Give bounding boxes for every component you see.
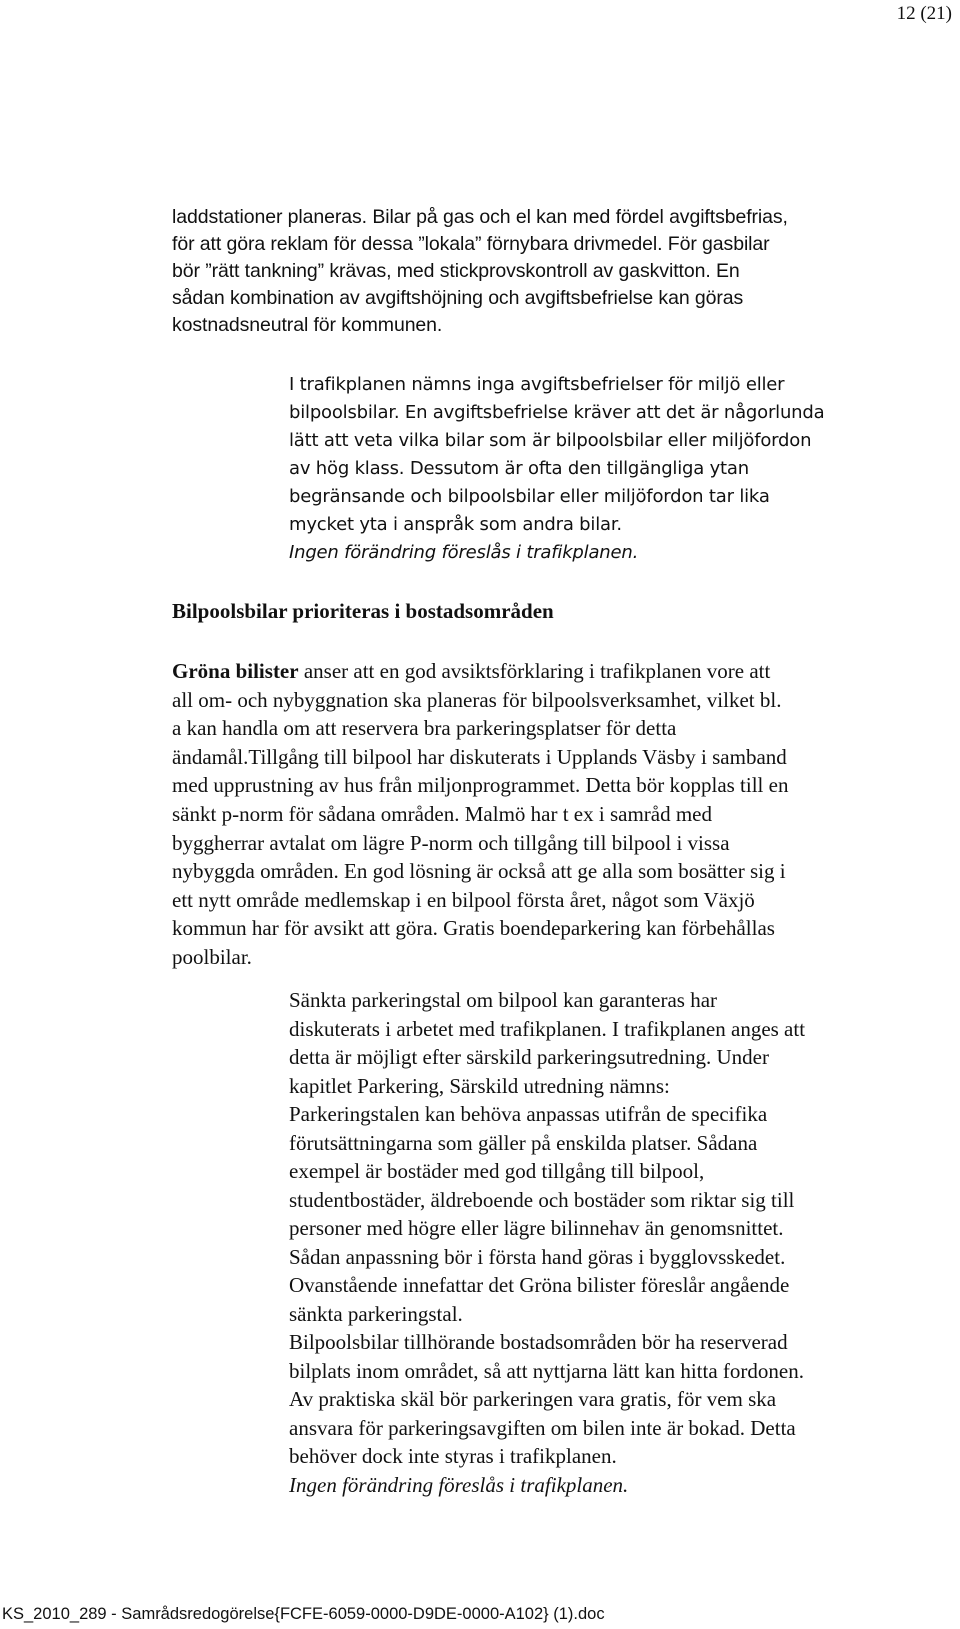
text-line: begränsande och bilpoolsbilar eller miljöfordon tar lika <box>289 486 770 507</box>
text-line: kostnadsneutral för kommunen. <box>172 314 443 336</box>
text-line: bilpoolsbilar. En avgiftsbefrielse kräver att det är någorlunda <box>289 402 825 423</box>
organization-name: Gröna bilister <box>172 659 299 683</box>
text-line: sänkta parkeringstal. <box>289 1301 463 1326</box>
reply-conclusion: Ingen förändring föreslås i trafikplanen. <box>289 542 639 563</box>
text-line <box>172 657 912 686</box>
reply-block-1 <box>289 371 904 567</box>
text-line: nybyggda områden. En god lösning är också att ge alla som bosätter sig i <box>172 859 786 884</box>
text-line: diskuterats i arbetet med trafikplanen. I trafikplanen anges att <box>289 1016 806 1041</box>
text-line: behöver dock inte styras i trafikplanen. <box>289 1444 617 1468</box>
text-line: Bilpoolsbilar tillhörande bostadsområden bör ha reserverad <box>289 1330 788 1354</box>
text-line: detta är möjligt efter särskild parkeringsutredning. Under <box>289 1045 769 1069</box>
text-line: exempel är bostäder med god tillgång till bilpool, <box>289 1159 705 1183</box>
text-line: a kan handla om att reservera bra parkeringsplatser för detta <box>172 716 677 741</box>
text-line: lätt att veta vilka bilar som är bilpoolsbilar eller miljöfordon <box>289 430 812 451</box>
text-line: Parkeringstalen kan behöva anpassas utifrån de specifika <box>289 1102 768 1126</box>
text-line: laddstationer planeras. Bilar på gas och el kan med fördel avgiftsbefrias, <box>172 206 788 228</box>
footer-filename: KS_2010_289 - Samrådsredogörelse{FCFE-6059-0000-D9DE-0000-A102} (1).doc <box>2 1605 605 1623</box>
text-line: med upprustning av hus från miljonprogrammet. Detta bör kopplas till en <box>172 773 789 798</box>
text-line: ansvara för parkeringsavgiften om bilen inte är bokad. Detta <box>289 1415 796 1440</box>
text-line: studentbostäder, äldreboende och bostäder som riktar sig till <box>289 1187 795 1212</box>
text-line: förutsättningarna som gäller på enskilda platser. Sådana <box>289 1130 758 1155</box>
text-line: av hög klass. Dessutom är ofta den tillgängliga ytan <box>289 458 749 479</box>
text-line: Sådan anpassning bör i första hand göras i bygglovsskedet. <box>289 1244 786 1269</box>
text-line: Ovanstående innefattar det Gröna bilister föreslår angående <box>289 1273 790 1297</box>
text-line: sådan kombination av avgiftshöjning och avgiftsbefrielse kan göras <box>172 287 744 309</box>
text-line: bör ”rätt tankning” krävas, med stickprovskontroll av gaskvitton. En <box>172 260 740 282</box>
text-line: Sänkta parkeringstal om bilpool kan garanteras har <box>289 988 718 1012</box>
text-line: kommun har för avsikt att göra. Gratis boendeparkering kan förbehållas <box>172 916 775 941</box>
page-number: 12 (21) <box>896 3 952 24</box>
text-line: kapitlet Parkering, Särskild utredning nämns: <box>289 1073 670 1098</box>
text-line: bilplats inom området, så att nyttjarna lätt kan hitta fordonen. <box>289 1358 804 1383</box>
text-line: I trafikplanen nämns inga avgiftsbefrielser för miljö eller <box>289 374 785 395</box>
text-line: mycket yta i anspråk som andra bilar. <box>289 514 622 535</box>
text-line: byggherrar avtalat om lägre P-norm och tillgång till bilpool i vissa <box>172 830 730 855</box>
text-line: sänkt p-norm för sådana områden. Malmö har t ex i samråd med <box>172 801 713 826</box>
reply-block-2 <box>289 986 909 1499</box>
text-line: ett nytt område medlemskap i en bilpool första året, något som Växjö <box>172 887 755 912</box>
text-fragment: anser att en god avsiktsförklaring i trafikplanen vore att <box>298 659 771 683</box>
reply-conclusion: Ingen förändring föreslås i trafikplanen. <box>289 1472 629 1497</box>
text-line: all om- och nybyggnation ska planeras för bilpoolsverksamhet, vilket bl. <box>172 687 782 712</box>
text-line: personer med högre eller lägre bilinnehav än genomsnittet. <box>289 1216 784 1240</box>
text-line: Av praktiska skäl bör parkeringen vara gratis, för vem ska <box>289 1387 777 1411</box>
section-heading: Bilpoolsbilar prioriteras i bostadsområden <box>172 599 554 623</box>
submission-paragraph <box>172 657 912 972</box>
text-line: poolbilar. <box>172 944 252 969</box>
intro-paragraph <box>172 204 897 339</box>
text-line: för att göra reklam för dessa ”lokala” förnybara drivmedel. För gasbilar <box>172 233 770 255</box>
text-line: ändamål.Tillgång till bilpool har diskuterats i Upplands Väsby i samband <box>172 744 787 769</box>
